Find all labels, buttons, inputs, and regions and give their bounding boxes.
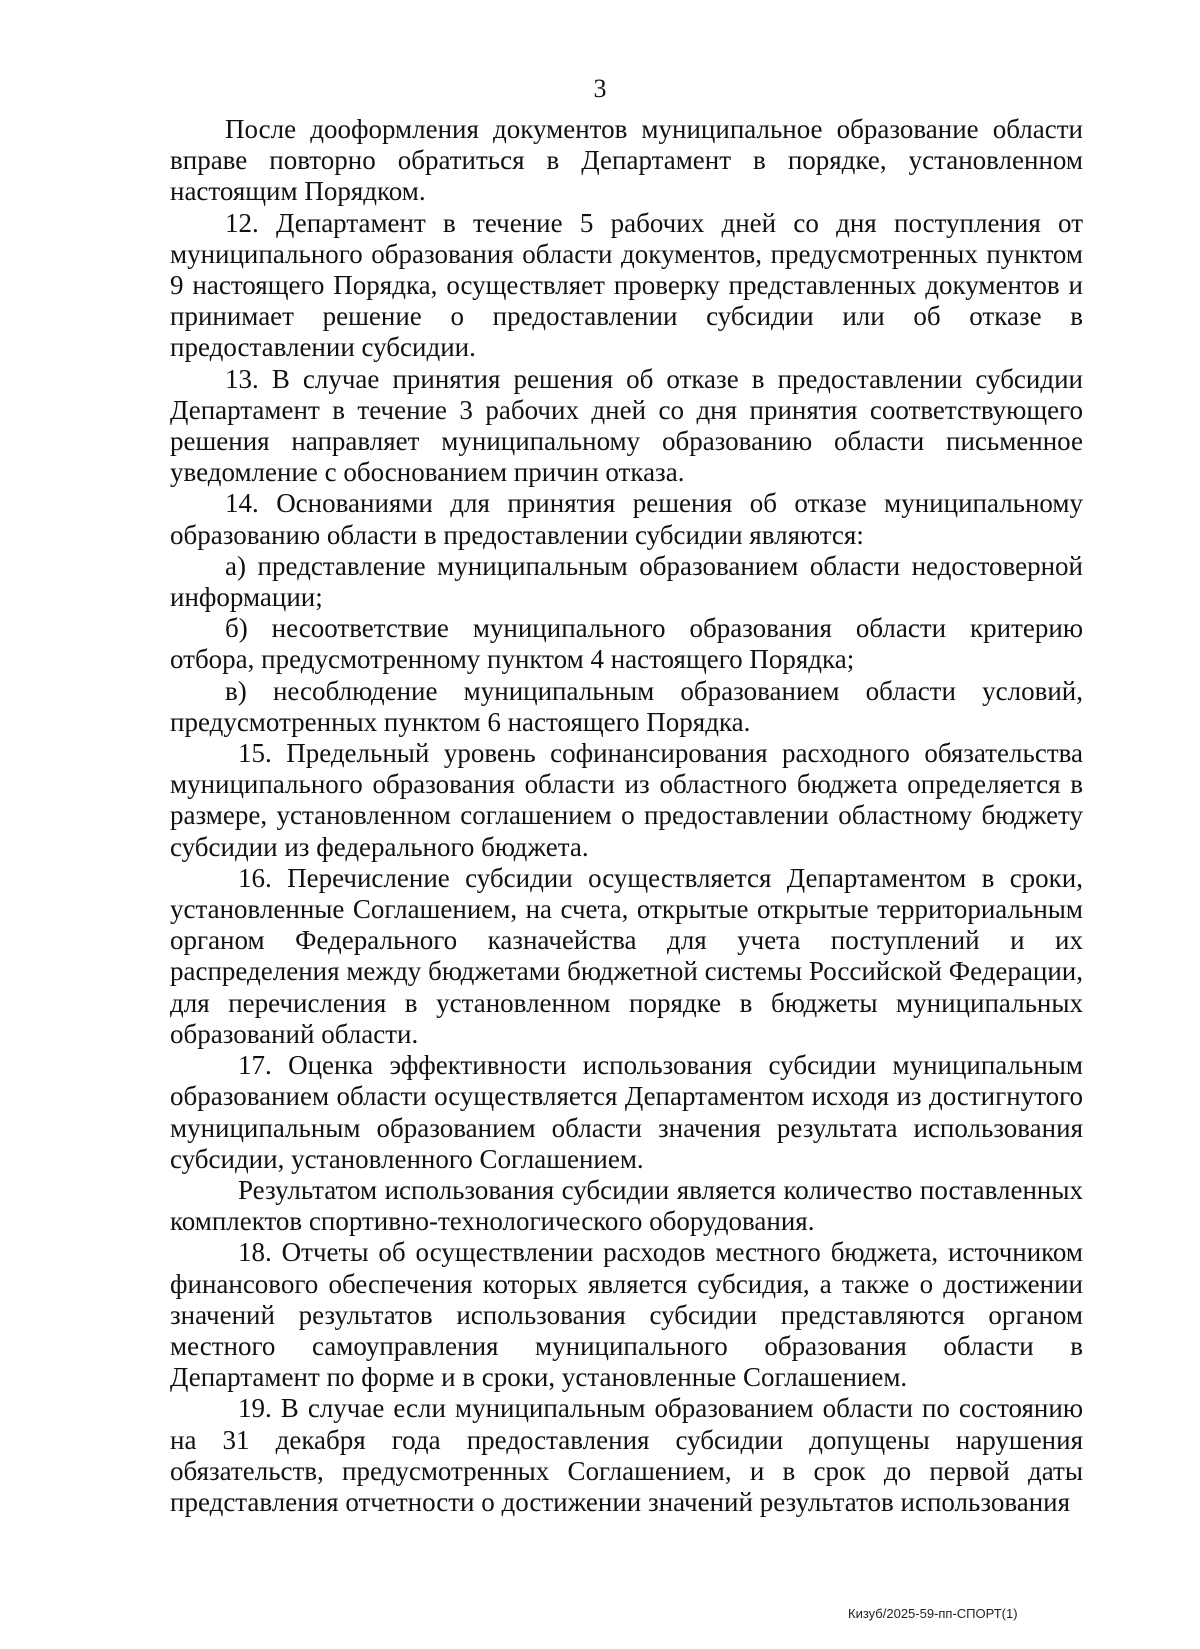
paragraph-13: 13. В случае принятия решения об отказе в предоставлении субсидии Департамент в течение 3 рабочих дней со дня принятия соответствующего решения направляет муниципальному образованию области письменное уведомление с обоснованием причин отказа. <box>170 363 1083 488</box>
document-body <box>170 114 1083 1518</box>
paragraph-18: 18. Отчеты об осуществлении расходов местного бюджета, источником финансового обеспечения которых является субсидия, а также о достижении значений результатов использования субсидии представляются органом местного самоуправления муниципального образования области в Департамент по форме и в сроки, установленные Соглашением. <box>170 1237 1083 1393</box>
paragraph-17: 17. Оценка эффективности использования субсидии муниципальным образованием области осуществляется Департаментом исходя из достигнутого муниципальным образованием области значения результата использования субсидии, установленного Соглашением. <box>170 1050 1083 1174</box>
paragraph-16: 16. Перечисление субсидии осуществляется Департаментом в сроки, установленные Соглашением, на счета, открытые открытые территориальным органом Федерального казначейства для учета поступлений и их распределения между бюджетами бюджетной системы Российской Федерации, для перечисления в установленном порядке в бюджеты муниципальных образований области. <box>170 862 1083 1049</box>
paragraph-14-a: а) представление муниципальным образованием области недостоверной информации; <box>170 550 1083 613</box>
paragraph-12: 12. Департамент в течение 5 рабочих дней со дня поступления от муниципального образования области документов, предусмотренных пунктом 9 настоящего Порядка, осуществляет проверку представленных документов и принимает решение о предоставлении субсидии или об отказе в предоставлении субсидии. <box>170 207 1083 363</box>
paragraph-19: 19. В случае если муниципальным образованием области по состоянию на 31 декабря года предоставления субсидии допущены нарушения обязательств, предусмотренных Соглашением, и в срок до первой даты представления отчетности о достижении значений результатов использования <box>170 1393 1083 1517</box>
paragraph-resubmission: После дооформления документов муниципальное образование области вправе повторно обратиться в Департамент в порядке, установленном настоящим Порядком. <box>170 114 1083 207</box>
paragraph-result: Результатом использования субсидии является количество поставленных комплектов спортивно-технологического оборудования. <box>170 1174 1083 1237</box>
paragraph-14: 14. Основаниями для принятия решения об отказе муниципальному образованию области в предоставлении субсидии являются: <box>170 488 1083 550</box>
paragraph-15: 15. Предельный уровень софинансирования расходного обязательства муниципального образования области из областного бюджета определяется в размере, установленном соглашением о предоставлении областному бюджету субсидии из федерального бюджета. <box>170 738 1083 862</box>
page-number: 3 <box>593 74 607 103</box>
paragraph-14-b: б) несоответствие муниципального образования области критерию отбора, предусмотренному пунктом 4 настоящего Порядка; <box>170 613 1083 675</box>
paragraph-14-c: в) несоблюдение муниципальным образованием области условий, предусмотренных пунктом 6 настоящего Порядка. <box>170 675 1083 737</box>
document-footer-code: Кизуб/2025-59-пп-СПОРТ(1) <box>848 1606 1018 1621</box>
